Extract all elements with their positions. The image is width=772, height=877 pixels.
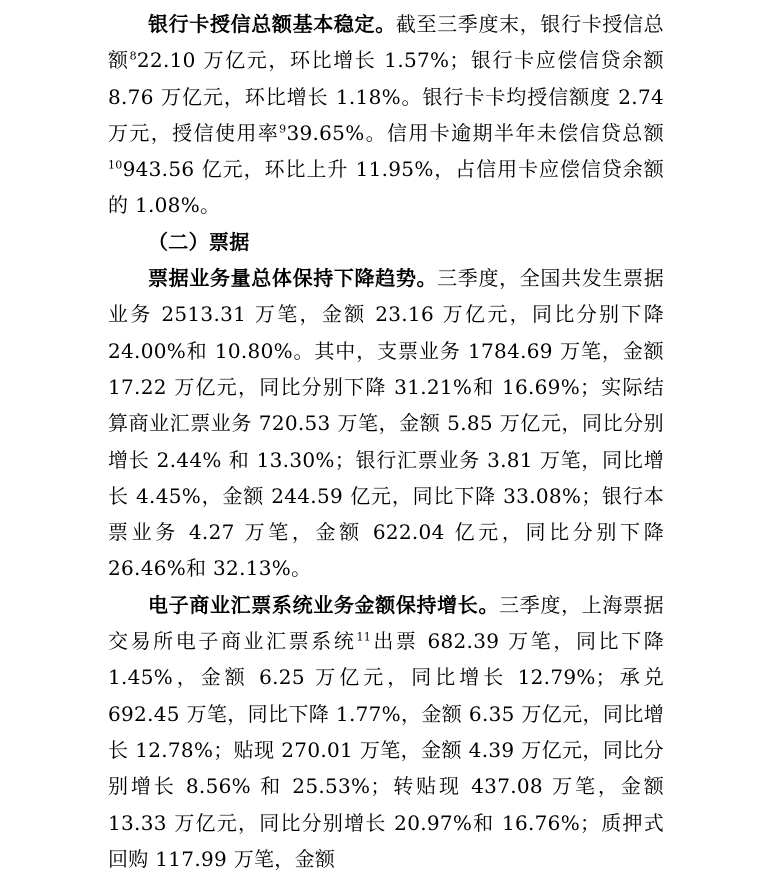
- paragraph-text: 39.65%。信用卡逾期半年未偿信贷总额: [286, 120, 664, 145]
- paragraph-text: 三季度，全国共发生票据业务 2513.31 万笔，金额 23.16 万亿元，同比分别下降 24.00%和 10.80%。其中，支票业务 1784.69 万笔，金额 17.22 万亿元，同比分别下降 31.21%和 16.69%；实际结算商业汇票业务 720.53 万笔，金额 5.85 万亿元，同比分别增长 2.44% 和 13.30%；银行汇票业务 3.81 万笔，同比增长 4.45%，金额 244.59 亿元，同比下降 33.08%；银行本票业务 4.27 万笔，金额 622.04 亿元，同比分别下降 26.46%和 32.13%。: [108, 266, 664, 581]
- paragraph-text: 截至三季度末，银行卡授信总额: [108, 12, 664, 73]
- footnote-marker-11: 11: [356, 630, 372, 644]
- paragraph-text: 22.10 万亿元，环比增长 1.57%；银行卡应偿信贷余额 8.76 万亿元，环比增长 1.18%。银行卡卡均授信额度 2.74 万元，授信使用率: [108, 48, 664, 145]
- footnote-marker-8: 8: [129, 49, 137, 63]
- paragraph-lead-ecds: 电子商业汇票系统业务金额保持增长。: [148, 592, 500, 617]
- paragraph-text: 943.56 亿元，环比上升 11.95%，占信用卡应偿信贷余额的 1.08%。: [108, 157, 664, 218]
- paragraph-text: 出票 682.39 万笔，同比下降 1.45%，金额 6.25 万亿元，同比增长 12.79%；承兑 692.45 万笔，同比下降 1.77%，金额 6.35 万亿元，同比增长 12.78%；贴现 270.01 万笔，金额 4.39 万亿元，同比分别增长 8.56% 和 25.53%；转贴现 437.08 万笔，金额 13.33 万亿元，同比分别增长 20.97%和 16.76%；质押式回购 117.99 万笔，金额: [108, 629, 664, 871]
- paragraph-ecds: [108, 587, 664, 877]
- footnote-marker-10: 10: [108, 158, 123, 172]
- paragraph-text: 三季度，上海票据交易所电子商业汇票系统: [108, 592, 664, 654]
- footnote-marker-9: 9: [279, 122, 287, 136]
- paragraph-bills-volume: [108, 260, 664, 587]
- paragraph-bank-card-credit: [108, 6, 664, 224]
- paragraph-lead-bank-card: 银行卡授信总额基本稳定。: [148, 12, 396, 36]
- section-heading-bills: （二）票据: [148, 229, 250, 254]
- paragraph-lead-bills: 票据业务量总体保持下降趋势。: [148, 266, 438, 291]
- document-page: [108, 6, 664, 877]
